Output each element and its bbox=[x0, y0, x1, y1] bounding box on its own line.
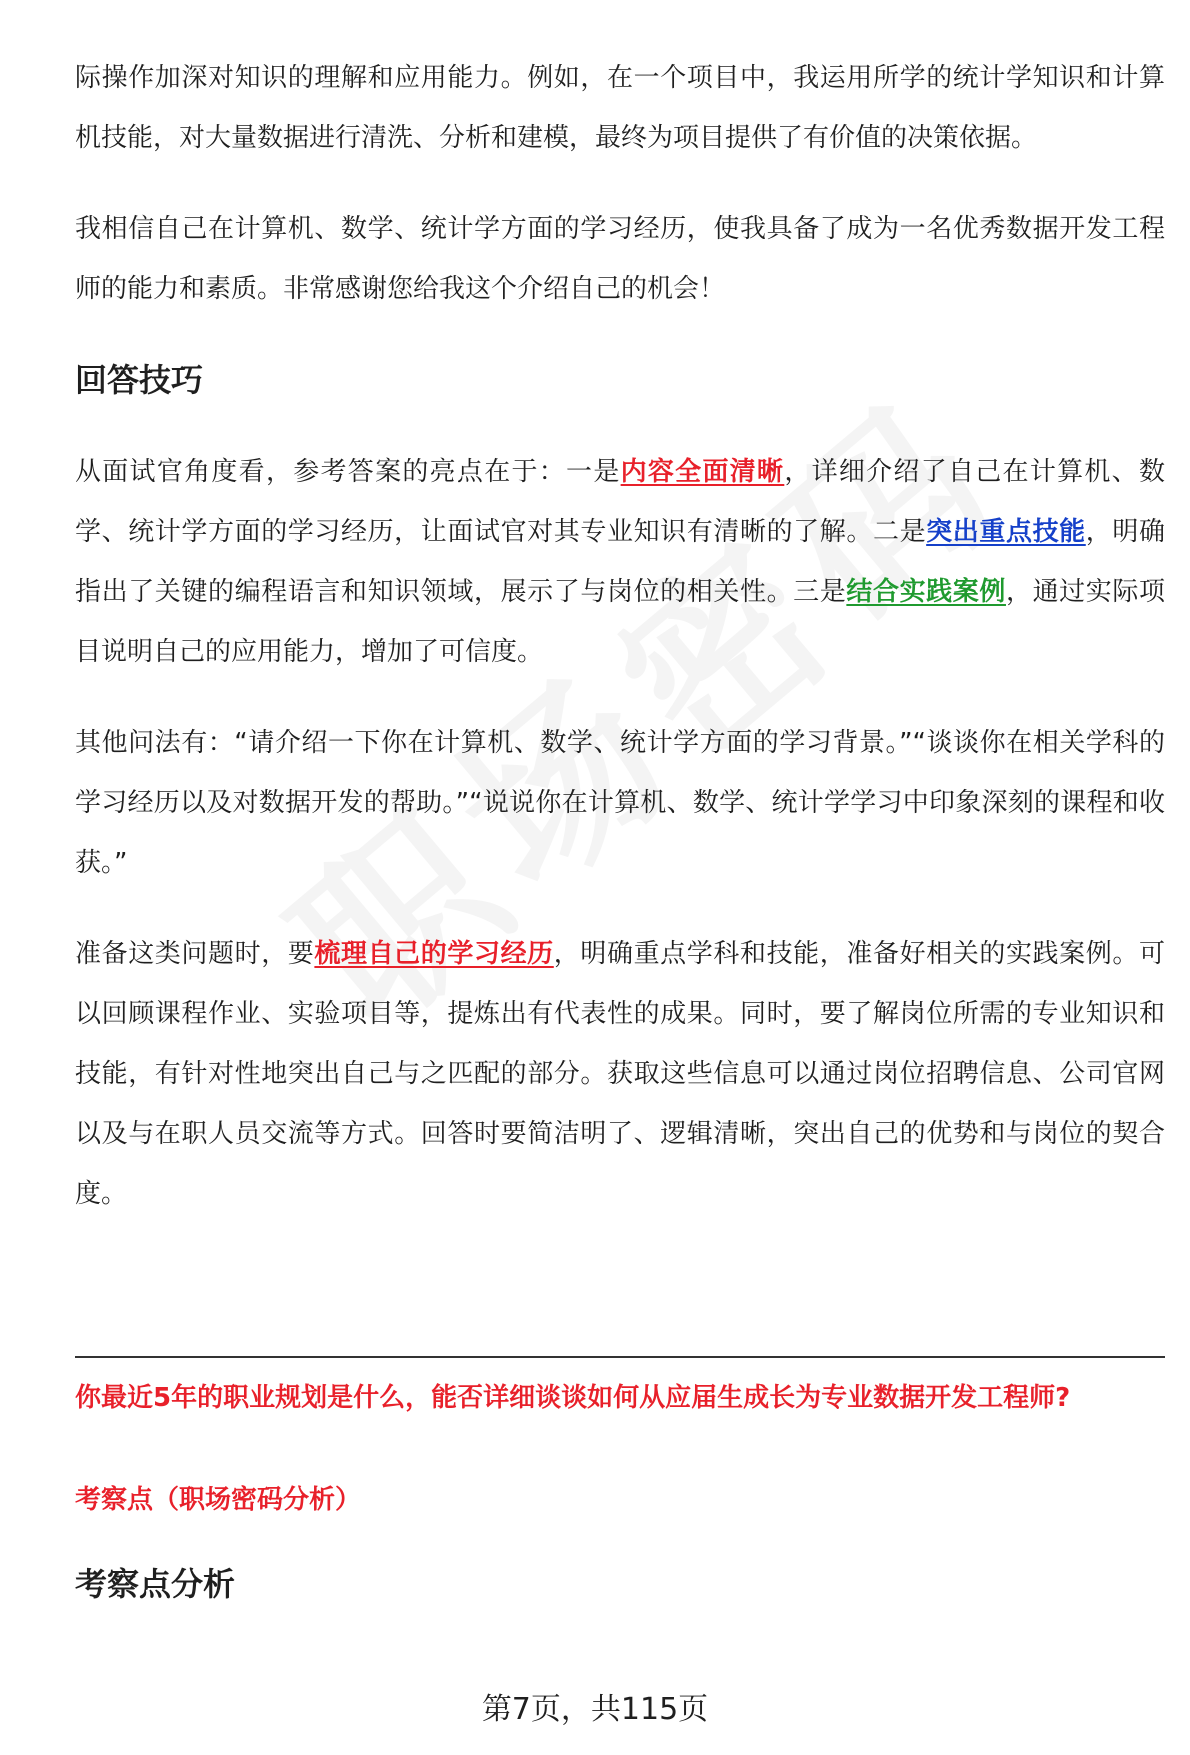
paragraph-project-example: 际操作加深对知识的理解和应用能力。例如，在一个项目中，我运用所学的统计学知识和计算机技能，对大量数据进行清洗、分析和建模，最终为项目提供了有价值的决策依据。 bbox=[75, 63, 1165, 153]
highlight-key-skills: 突出重点技能 bbox=[926, 517, 1086, 547]
highlight-comprehensive: 内容全面清晰 bbox=[620, 457, 785, 487]
next-question-title: 你最近5年的职业规划是什么，能否详细谈谈如何从应届生成长为专业数据开发工程师? bbox=[75, 1383, 1071, 1413]
section-divider bbox=[75, 1356, 1165, 1358]
text: ，明确重点学科和技能，准备好相关的实践案例。可以回顾课程作业、实验项目等，提炼出有代表性的成果。同时，要了解岗位所需的专业知识和技能，有针对性地突出自己与之匹配的部分。获取这些信息可以通过岗位招聘信息、公司官网以及与在职人员交流等方式。回答时要简洁明了、逻辑清晰，突出自己的优势和与岗位的契合度。 bbox=[75, 939, 1165, 1209]
text: 从面试官角度看，参考答案的亮点在于：一是 bbox=[75, 457, 621, 487]
highlight-practice-cases: 结合实践案例 bbox=[846, 577, 1006, 607]
text: ，通过实际项目说明自己的应用能力，增加了可信度。 bbox=[75, 577, 1165, 667]
text: ，详细介绍了自己在计算机、数学、统计学方面的学习经历，让面试官对其专业知识有清晰的了解。二是 bbox=[75, 457, 1165, 547]
section-heading-answer-tips: 回答技巧 bbox=[75, 361, 204, 399]
text: ，明确指出了关键的编程语言和知识领域，展示了与岗位的相关性。三是 bbox=[75, 517, 1165, 607]
paragraph-other-questions: 其他问法有：“请介绍一下你在计算机、数学、统计学方面的学习背景。”“谈谈你在相关学科的学习经历以及对数据开发的帮助。”“说说你在计算机、数学、统计学学习中印象深刻的课程和收获。” bbox=[75, 728, 1165, 878]
text: 准备这类问题时，要 bbox=[75, 939, 315, 969]
paragraph-highlights bbox=[75, 442, 1165, 682]
paragraph-preparation bbox=[75, 924, 1165, 1224]
highlight-review-experience: 梳理自己的学习经历 bbox=[314, 939, 554, 969]
points-label: 考察点（职场密码分析） bbox=[75, 1485, 362, 1515]
document-body bbox=[75, 48, 1165, 1255]
paragraph-closing: 我相信自己在计算机、数学、统计学方面的学习经历，使我具备了成为一名优秀数据开发工程师的能力和素质。非常感谢您给我这个介绍自己的机会！ bbox=[75, 214, 1165, 304]
analysis-heading: 考察点分析 bbox=[75, 1565, 236, 1603]
page-number: 第7页，共115页 bbox=[481, 1692, 709, 1727]
